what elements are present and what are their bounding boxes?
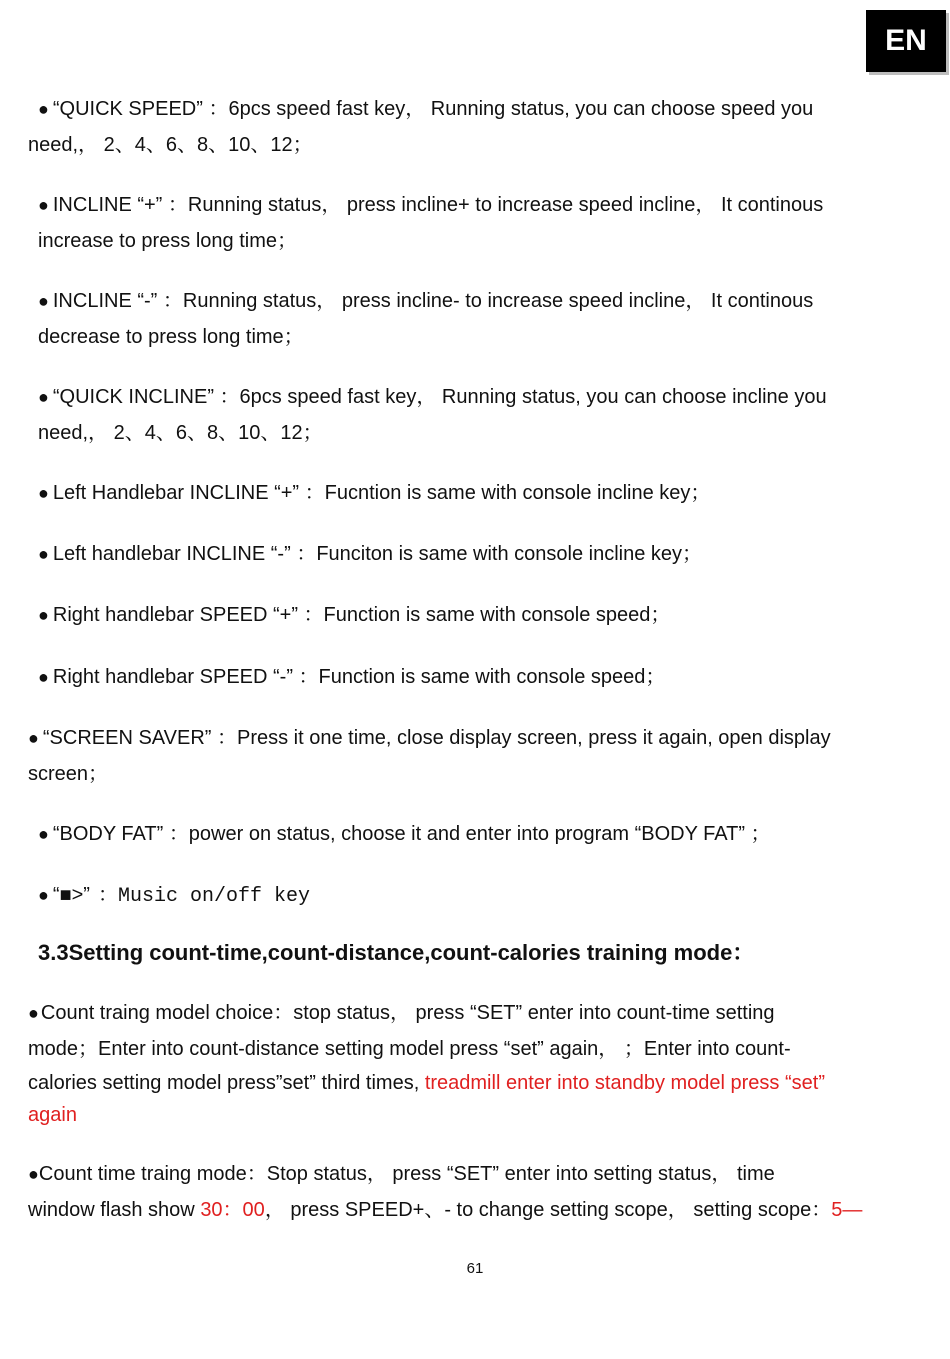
- quick-speed-line-2: need,， 2、4、6、8、10、12；: [28, 134, 313, 156]
- screen-saver-text: “SCREEN SAVER” ：Press it one time, close display screen, press it again, open display: [42, 727, 831, 749]
- count-time-text-2b: ， press SPEED+、- to change setting scope， setting scope：: [264, 1199, 832, 1221]
- count-choice-line-1: [28, 1001, 775, 1025]
- bullet-icon: ●: [38, 291, 49, 311]
- count-time-default: 30：00: [200, 1199, 265, 1221]
- body-fat-line: [38, 822, 771, 846]
- right-speed-minus-text: Right handlebar SPEED “-” ：Function is same with console speed；: [52, 666, 666, 688]
- count-choice-line-4: again: [28, 1104, 77, 1126]
- bullet-icon: ●: [38, 605, 49, 625]
- incline-plus-line-2: increase to press long time；: [38, 230, 298, 252]
- left-incline-minus-text: Left handlebar INCLINE “-” ：Funciton is same with console incline key；: [52, 543, 703, 565]
- bullet-icon: ●: [28, 1003, 39, 1023]
- left-incline-minus-line: [38, 542, 702, 566]
- right-speed-minus-line: [38, 665, 665, 689]
- section-heading: 3.3Setting count-time,count-distance,count-calories training mode：: [38, 940, 755, 965]
- count-time-line-1: [28, 1162, 775, 1186]
- music-key-text: ：Music on/off key: [97, 885, 310, 908]
- count-choice-line-3: [28, 1071, 825, 1095]
- bullet-icon: ●: [38, 544, 49, 564]
- count-time-line-2: [28, 1198, 862, 1222]
- left-incline-plus-line: [38, 481, 710, 505]
- count-choice-text-3: calories setting model press”set” third times,: [28, 1072, 425, 1094]
- incline-minus-text: INCLINE “-” ：Running status， press incline- to increase speed incline， It continous: [52, 290, 814, 312]
- right-speed-plus-text: Right handlebar SPEED “+” ：Function is same with console speed；: [52, 604, 671, 626]
- language-badge: EN: [866, 10, 946, 72]
- count-choice-text-1: Count traing model choice：stop status， press “SET” enter into count-time setting: [40, 1002, 775, 1024]
- screen-saver-line-2: screen；: [28, 763, 109, 785]
- music-key-label: “■>”: [52, 884, 90, 906]
- music-line: [38, 883, 310, 909]
- quick-incline-line-2: need,， 2、4、6、8、10、12；: [38, 422, 323, 444]
- bullet-icon: ●: [38, 483, 49, 503]
- incline-plus-text: INCLINE “+” ：Running status， press incline+ to increase speed incline， It continous: [52, 194, 824, 216]
- page-number: 61: [466, 1260, 484, 1277]
- bullet-icon: ●: [38, 195, 49, 215]
- count-choice-highlight: treadmill enter into standby model press “set”: [424, 1072, 825, 1094]
- bullet-icon: ●: [28, 1164, 39, 1184]
- bullet-icon: ●: [38, 667, 49, 687]
- bullet-icon: ●: [38, 387, 49, 407]
- bullet-icon: ●: [28, 728, 39, 748]
- screen-saver-line-1: [28, 726, 831, 750]
- incline-minus-line-2: decrease to press long time；: [38, 326, 304, 348]
- body-fat-text: “BODY FAT” ：power on status, choose it and enter into program “BODY FAT” ；: [52, 823, 771, 845]
- incline-plus-line-1: [38, 193, 823, 217]
- quick-speed-line-1: [38, 97, 813, 121]
- count-time-text-2a: window flash show: [28, 1199, 201, 1221]
- incline-minus-line-1: [38, 289, 813, 313]
- bullet-icon: ●: [38, 824, 49, 844]
- quick-incline-text: “QUICK INCLINE” ：6pcs speed fast key， Running status, you can choose incline you: [52, 386, 827, 408]
- bullet-icon: ●: [38, 885, 49, 905]
- quick-incline-line-1: [38, 385, 827, 409]
- left-incline-plus-text: Left Handlebar INCLINE “+” ：Fucntion is same with console incline key；: [52, 482, 711, 504]
- quick-speed-text: “QUICK SPEED” ：6pcs speed fast key， Running status, you can choose speed you: [52, 98, 814, 120]
- right-speed-plus-line: [38, 603, 670, 627]
- count-time-text-1: Count time traing mode：Stop status， press “SET” enter into setting status， time: [38, 1163, 775, 1185]
- count-time-scope: 5—: [831, 1199, 863, 1221]
- count-choice-line-2: mode；Enter into count-distance setting model press “set” again， ；Enter into count-: [28, 1038, 791, 1060]
- bullet-icon: ●: [38, 99, 49, 119]
